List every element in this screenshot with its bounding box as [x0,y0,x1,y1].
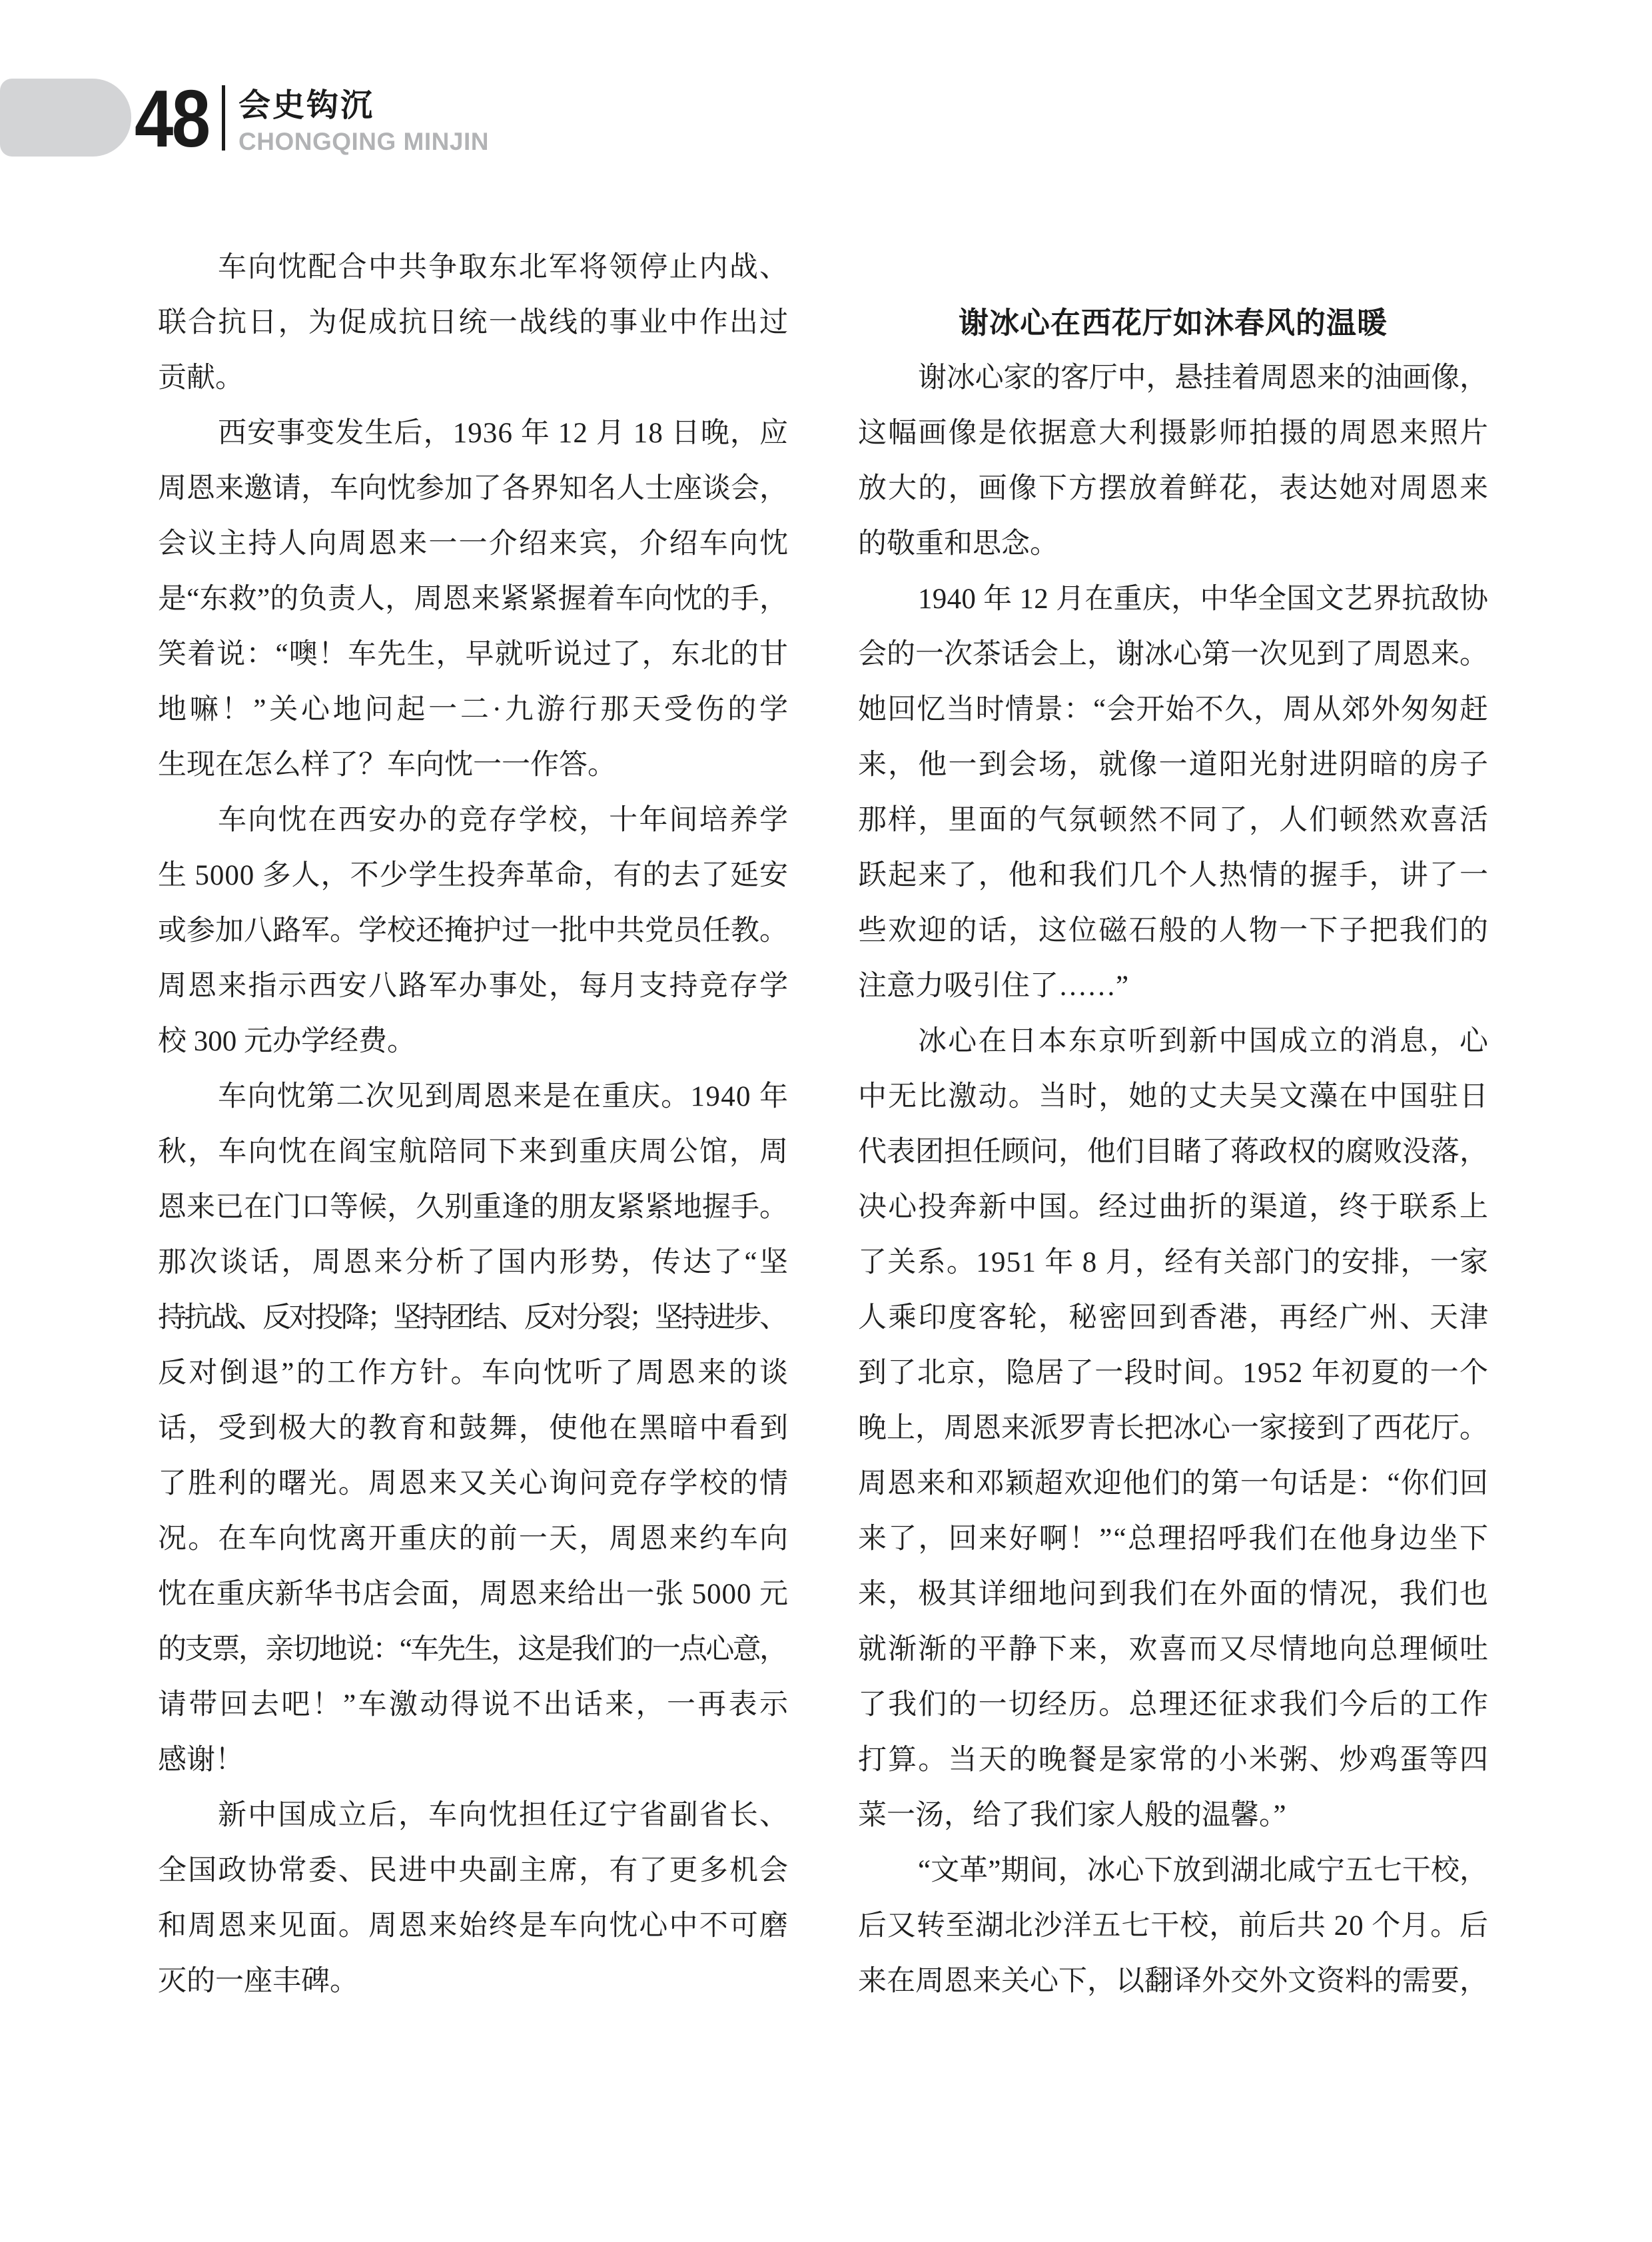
text-line: 笑着说：“噢！车先生，早就听说过了，东北的甘 [158,639,789,670]
text-line: 的支票，亲切地说：“车先生，这是我们的一点心意， [158,1634,787,1665]
text-line: 晚上，周恩来派罗青长把冰心一家接到了西花厅。 [858,1413,1488,1444]
text-line: 她回忆当时情景：“会开始不久，周从郊外匆匆赶 [858,694,1489,725]
text-line: 了胜利的曙光。周恩来又关心询问竞存学校的情 [158,1468,790,1499]
text-line: 周恩来邀请，车向忱参加了各界知名人士座谈会， [158,473,788,504]
text-line: 贡献。 [158,362,244,394]
text-line: 全国政协常委、民进中央副主席，有了更多机会 [158,1855,790,1886]
text-line: 来，极其详细地问到我们在外面的情况，我们也 [858,1579,1490,1610]
section-title: 会史钩沉 [238,88,375,123]
header-divider [222,85,225,151]
text-line: 和周恩来见面。周恩来始终是车向忱心中不可磨 [158,1910,790,1942]
text-line: 忱在重庆新华书店会面，周恩来给出一张 5000 元 [158,1579,789,1610]
text-line: 1940 年 12 月在重庆，中华全国文艺界抗敌协 [918,583,1489,615]
text-line: 周恩来和邓颖超欢迎他们的第一句话是：“你们回 [858,1468,1489,1499]
text-line: 些欢迎的话，这位磁石般的人物一下子把我们的 [858,915,1490,946]
text-line: 了关系。1951 年 8 月，经有关部门的安排，一家 [858,1247,1489,1278]
text-line: “文革”期间，冰心下放到湖北咸宁五七干校， [918,1855,1489,1886]
page-number: 48 [135,73,209,164]
text-line: 车向忱在西安办的竞存学校，十年间培养学 [218,805,790,836]
text-line: 持抗战、反对投降；坚持团结、反对分裂；坚持进步、 [158,1302,786,1333]
text-line: 灭的一座丰碑。 [158,1966,358,1997]
text-line: 后又转至湖北沙洋五七干校，前后共 20 个月。后 [858,1910,1489,1942]
text-line: 中无比激动。当时，她的丈夫吴文藻在中国驻日 [858,1081,1490,1112]
text-line: 话，受到极大的教育和鼓舞，使他在黑暗中看到 [158,1413,790,1444]
text-line: 就渐渐的平静下来，欢喜而又尽情地向总理倾吐 [858,1634,1490,1665]
text-line: 注意力吸引住了……” [858,970,1129,1002]
text-line: 放大的，画像下方摆放着鲜花，表达她对周恩来 [858,473,1490,504]
text-line: 是“东救”的负责人，周恩来紧紧握着车向忱的手， [158,583,789,615]
text-line: 到了北京，隐居了一段时间。1952 年初夏的一个 [858,1357,1489,1389]
text-line: 代表团担任顾问，他们目睹了蒋政权的腐败没落， [858,1136,1488,1168]
text-line: 感谢！ [158,1744,244,1776]
text-line: 周恩来指示西安八路军办事处，每月支持竞存学 [158,970,790,1002]
text-line: 的敬重和思念。 [858,528,1058,560]
text-line: 打算。当天的晚餐是家常的小米粥、炒鸡蛋等四 [858,1744,1490,1776]
text-line: 西安事变发生后，1936 年 12 月 18 日晚，应 [218,418,789,449]
text-line: 生现在怎么样了？车向忱一一作答。 [158,749,616,781]
text-line: 车向忱第二次见到周恩来是在重庆。1940 年 [218,1081,789,1112]
text-line: 冰心在日本东京听到新中国成立的消息，心 [918,1026,1490,1057]
text-line: 决心投奔新中国。经过曲折的渠道，终于联系上 [858,1192,1490,1223]
text-line: 会议主持人向周恩来一一介绍来宾，介绍车向忱 [158,528,790,560]
text-line: 秋，车向忱在阎宝航陪同下来到重庆周公馆，周 [158,1136,790,1168]
text-line: 或参加八路军。学校还掩护过一批中共党员任教。 [158,915,788,946]
text-line: 来了，回来好啊！”“总理招呼我们在他身边坐下 [858,1523,1490,1555]
text-line: 来，他一到会场，就像一道阳光射进阴暗的房子 [858,749,1490,781]
text-line: 会的一次茶话会上，谢冰心第一次见到了周恩来。 [858,639,1488,670]
text-line: 校 300 元办学经费。 [158,1026,416,1057]
left-column [158,240,791,2009]
header-tab-shape [0,79,131,157]
text-line: 况。在车向忱离开重庆的前一天，周恩来约车向 [158,1523,790,1555]
text-line: 了我们的一切经历。总理还征求我们今后的工作 [858,1689,1490,1720]
text-line: 来在周恩来关心下，以翻译外交外文资料的需要， [858,1966,1488,1997]
text-line: 跃起来了，他和我们几个人热情的握手，讲了一 [858,860,1490,891]
text-line: 反对倒退”的工作方针。车向忱听了周恩来的谈 [158,1357,791,1389]
text-line: 请带回去吧！”车激动得说不出话来，一再表示 [158,1689,791,1720]
text-line: 车向忱配合中共争取东北军将领停止内战、 [218,252,790,283]
text-line: 地嘛！”关心地问起一二·九游行那天受伤的学 [158,694,791,725]
text-line: 谢冰心家的客厅中，悬挂着周恩来的油画像， [918,362,1488,394]
text-line: 生 5000 多人，不少学生投奔革命，有的去了延安 [158,860,789,891]
text-line: 那样，里面的气氛顿然不同了，人们顿然欢喜活 [858,805,1490,836]
section-subtitle-en: CHONGQING MINJIN [238,128,489,155]
text-line: 联合抗日，为促成抗日统一战线的事业中作出过 [158,307,790,338]
text-line: 恩来已在门口等候，久别重逢的朋友紧紧地握手。 [158,1192,788,1223]
article-subheading: 谢冰心在西花厅如沐春风的温暖 [958,306,1388,340]
text-line: 那次谈话，周恩来分析了国内形势，传达了“坚 [158,1247,791,1278]
right-column [858,295,1488,2009]
text-line: 这幅画像是依据意大利摄影师拍摄的周恩来照片 [858,418,1490,449]
text-line: 菜一汤，给了我们家人般的温馨。” [858,1800,1286,1831]
text-line: 人乘印度客轮，秘密回到香港，再经广州、天津 [858,1302,1490,1333]
text-line: 新中国成立后，车向忱担任辽宁省副省长、 [218,1800,790,1831]
